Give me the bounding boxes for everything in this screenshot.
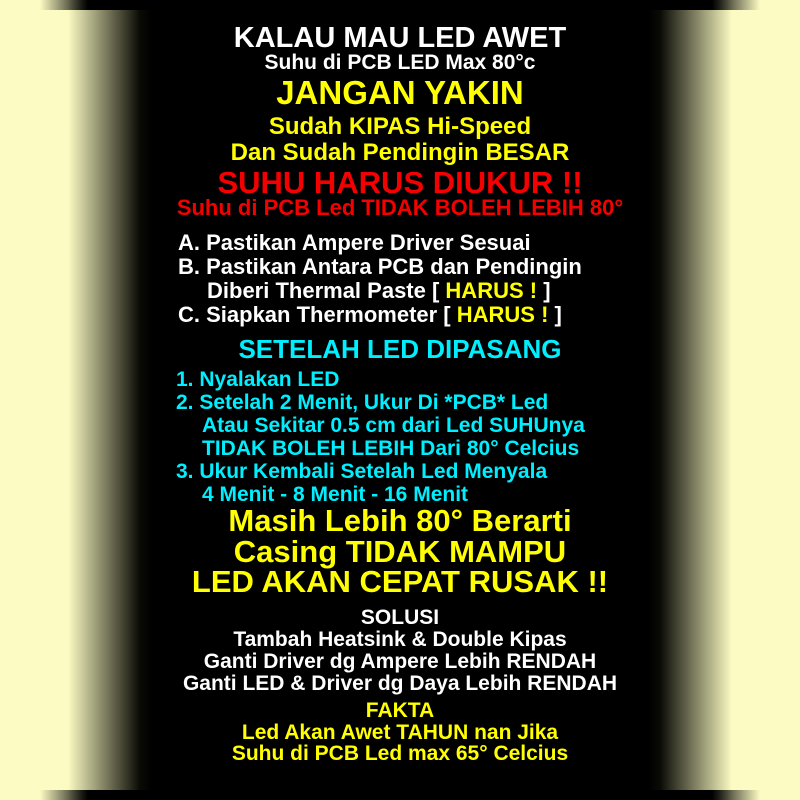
- alert-headline: SUHU HARUS DIUKUR !!: [217, 165, 583, 200]
- checklist: [178, 231, 582, 327]
- fact-line-1: Led Akan Awet TAHUN nan Jika: [241, 720, 559, 744]
- warning-headline: JANGAN YAKIN: [276, 74, 524, 111]
- checklist-item-b2: [178, 279, 582, 303]
- fact: [0, 700, 800, 765]
- step-2c: TIDAK BOLEH LEBIH Dari 80° Celcius: [202, 437, 580, 460]
- claim-line-2: Dan Sudah Pendingin BESAR: [230, 139, 570, 166]
- verdict-line-3: LED AKAN CEPAT RUSAK !!: [191, 564, 609, 599]
- checklist-item-c-highlight: HARUS !: [456, 302, 549, 327]
- checklist-item-c-suffix: ]: [548, 302, 562, 327]
- fact-line-2: Suhu di PCB Led max 65° Celcius: [231, 742, 569, 765]
- solution-line-2: Ganti Driver dg Ampere Lebih RENDAH: [203, 650, 597, 673]
- poster-subtitle: Suhu di PCB LED Max 80°c: [264, 51, 536, 74]
- checklist-item-b: B. Pastikan Antara PCB dan Pendingin: [178, 254, 582, 279]
- step-3: 3. Ukur Kembali Setelah Led Menyala: [176, 460, 548, 483]
- step-2: 2. Setelah 2 Menit, Ukur Di *PCB* Led: [176, 391, 549, 414]
- step-1: 1. Nyalakan LED: [176, 368, 340, 391]
- solution-heading: SOLUSI: [360, 606, 440, 629]
- steps-list: [176, 368, 585, 506]
- alert-subline: Suhu di PCB Led TIDAK BOLEH LEBIH 80°: [176, 195, 624, 220]
- poster-title: KALAU MAU LED AWET: [233, 22, 567, 54]
- checklist-item-b2-prefix: Diberi Thermal Paste [: [207, 278, 446, 303]
- verdict-line-2: Casing TIDAK MAMPU: [233, 533, 567, 569]
- verdict-line-1: Masih Lebih 80° Berarti: [228, 503, 572, 538]
- solution-line-3: Ganti LED & Driver dg Daya Lebih RENDAH: [182, 672, 618, 695]
- steps-heading: SETELAH LED DIPASANG: [238, 334, 562, 364]
- checklist-item-c: [178, 303, 582, 327]
- top-edge-bar: [0, 0, 800, 10]
- solution: [0, 607, 800, 695]
- solution-line-1: Tambah Heatsink & Double Kipas: [233, 628, 567, 651]
- step-3b: 4 Menit - 8 Menit - 16 Menit: [202, 483, 469, 506]
- checklist-item-c-prefix: C. Siapkan Thermometer [: [178, 302, 457, 327]
- checklist-item-a: A. Pastikan Ampere Driver Sesuai: [178, 230, 531, 255]
- verdict: [0, 503, 800, 599]
- checklist-item-b2-suffix: ]: [537, 278, 551, 303]
- checklist-item-b2-highlight: HARUS !: [445, 278, 538, 303]
- step-2b: Atau Sekitar 0.5 cm dari Led SUHUnya: [202, 414, 585, 437]
- claim-line-1: Sudah KIPAS Hi-Speed: [268, 113, 532, 140]
- bottom-edge-bar: [0, 790, 800, 800]
- fact-heading: FAKTA: [365, 699, 435, 722]
